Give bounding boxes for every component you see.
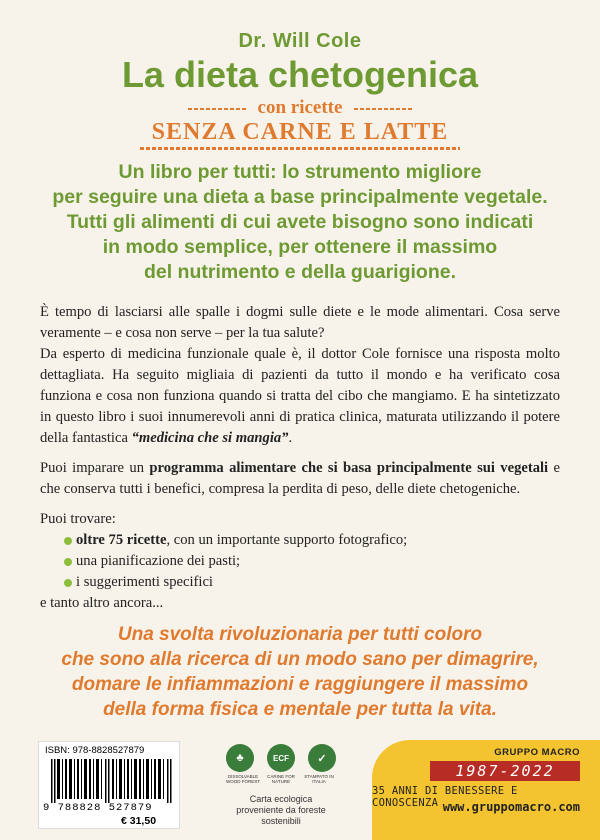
eco-label: STAMPATO IN ITALIA [304,774,334,784]
list-item-bold: oltre 75 ricette [76,532,167,548]
list-item [40,530,560,551]
intro-line: Tutti gli alimenti di cui avete bisogno sono indicati [66,211,534,233]
list-item [40,551,560,572]
paragraph-3-bold: programma alimentare che si basa principalmente sui vegetali [149,460,549,476]
closing-statement [20,622,580,722]
eco-certifications [226,744,336,827]
paragraph-2 [40,344,560,449]
paragraph-4: Puoi trovare: [40,511,116,527]
italy-icon: ✓ [308,744,336,772]
eco-paper-text: Carta ecologica proveniente da foreste sostenibili [236,794,326,826]
paragraph-2-text: Da esperto di medicina funzionale quale è, il dottor Cole fornisce una risposta molto dettagliata. Ha seguito migliaia di pazienti da tutto il mondo e ha verificato cosa funziona e cosa non funziona quando si tratta del cibo che mangiamo. E ha sintetizzato in questo libro i suoi innumerevoli anni di pratica clinica, maturata utilizzando il potere della fantastica [40,346,560,446]
publisher-url: www.gruppomacro.com [442,800,580,814]
ean-number: 9 788828 527879 [43,802,153,814]
closing-line: che sono alla ricerca di un modo sano per dimagrire, [61,649,539,670]
paragraph-3 [40,458,560,500]
intro-line: Un libro per tutti: lo strumento migliore [118,161,482,183]
features-list [40,530,560,593]
author-name: Dr. Will Cole [238,30,362,52]
paragraph-2-end: . [288,430,293,446]
price-text: € 31,50 [121,815,157,827]
publisher-name: GRUPPO MACRO [494,747,580,758]
header [0,30,600,150]
paragraph-3-end: e che conserva tutti i benefici, compresa la perdita di peso, delle diete chetogeniche. [40,460,560,497]
publisher-block [372,740,600,840]
intro-line: del nutrimento e della guarigione. [143,261,457,283]
leaf-icon: ♣ [226,744,254,772]
eco-label: CARINE FOR NATURE [267,774,295,784]
bullet-icon [64,579,72,587]
bullet-icon [64,558,72,566]
book-title: La dieta chetogenica [121,54,479,95]
closing-line: della forma fisica e mentale per tutta la vita. [103,699,497,720]
paragraph-1: È tempo di lasciarsi alle spalle i dogmi sulle diete e le mode alimentari. Cosa serve veramente – e cosa non serve – per la tua salute? [40,304,560,341]
subtitle-underline [140,147,460,150]
list-item-text: una pianificazione dei pasti; [76,553,241,569]
list-item [40,572,560,593]
list-item-text: i suggerimenti specifici [76,574,213,590]
closing-line: domare le infiammazioni e raggiungere il massimo [71,674,529,695]
isbn-text: ISBN: 978-8828527879 [45,745,145,756]
intro-line: in modo semplice, per ottenere il massimo [102,236,498,258]
publisher-tagline: 35 ANNI DI BENESSERE E CONOSCENZA [372,785,518,809]
closing-line: Una svolta rivoluzionaria per tutti coloro [117,624,483,645]
barcode-panel [38,741,180,829]
paragraph-5: e tanto altro ancora... [40,595,164,611]
anniversary-years: 1987-2022 [430,761,580,781]
intro-paragraph [20,160,580,285]
list-item-text: , con un importante supporto fotografico; [166,532,408,548]
subtitle-small: con ricette [257,97,343,118]
ecf-icon: ECF [267,744,295,772]
subtitle-big: SENZA CARNE E LATTE [151,119,449,145]
emphasis-phrase: “medicina che si mangia” [131,430,289,446]
bullet-icon [64,537,72,545]
paragraph-3-start: Puoi imparare un [40,460,144,476]
body-text [40,302,560,614]
barcode-icon [51,759,173,803]
eco-label: DISSOLVABLE WOOD FOREST [226,774,260,784]
intro-line: per seguire una dieta a base principalmente vegetale. [52,186,548,208]
